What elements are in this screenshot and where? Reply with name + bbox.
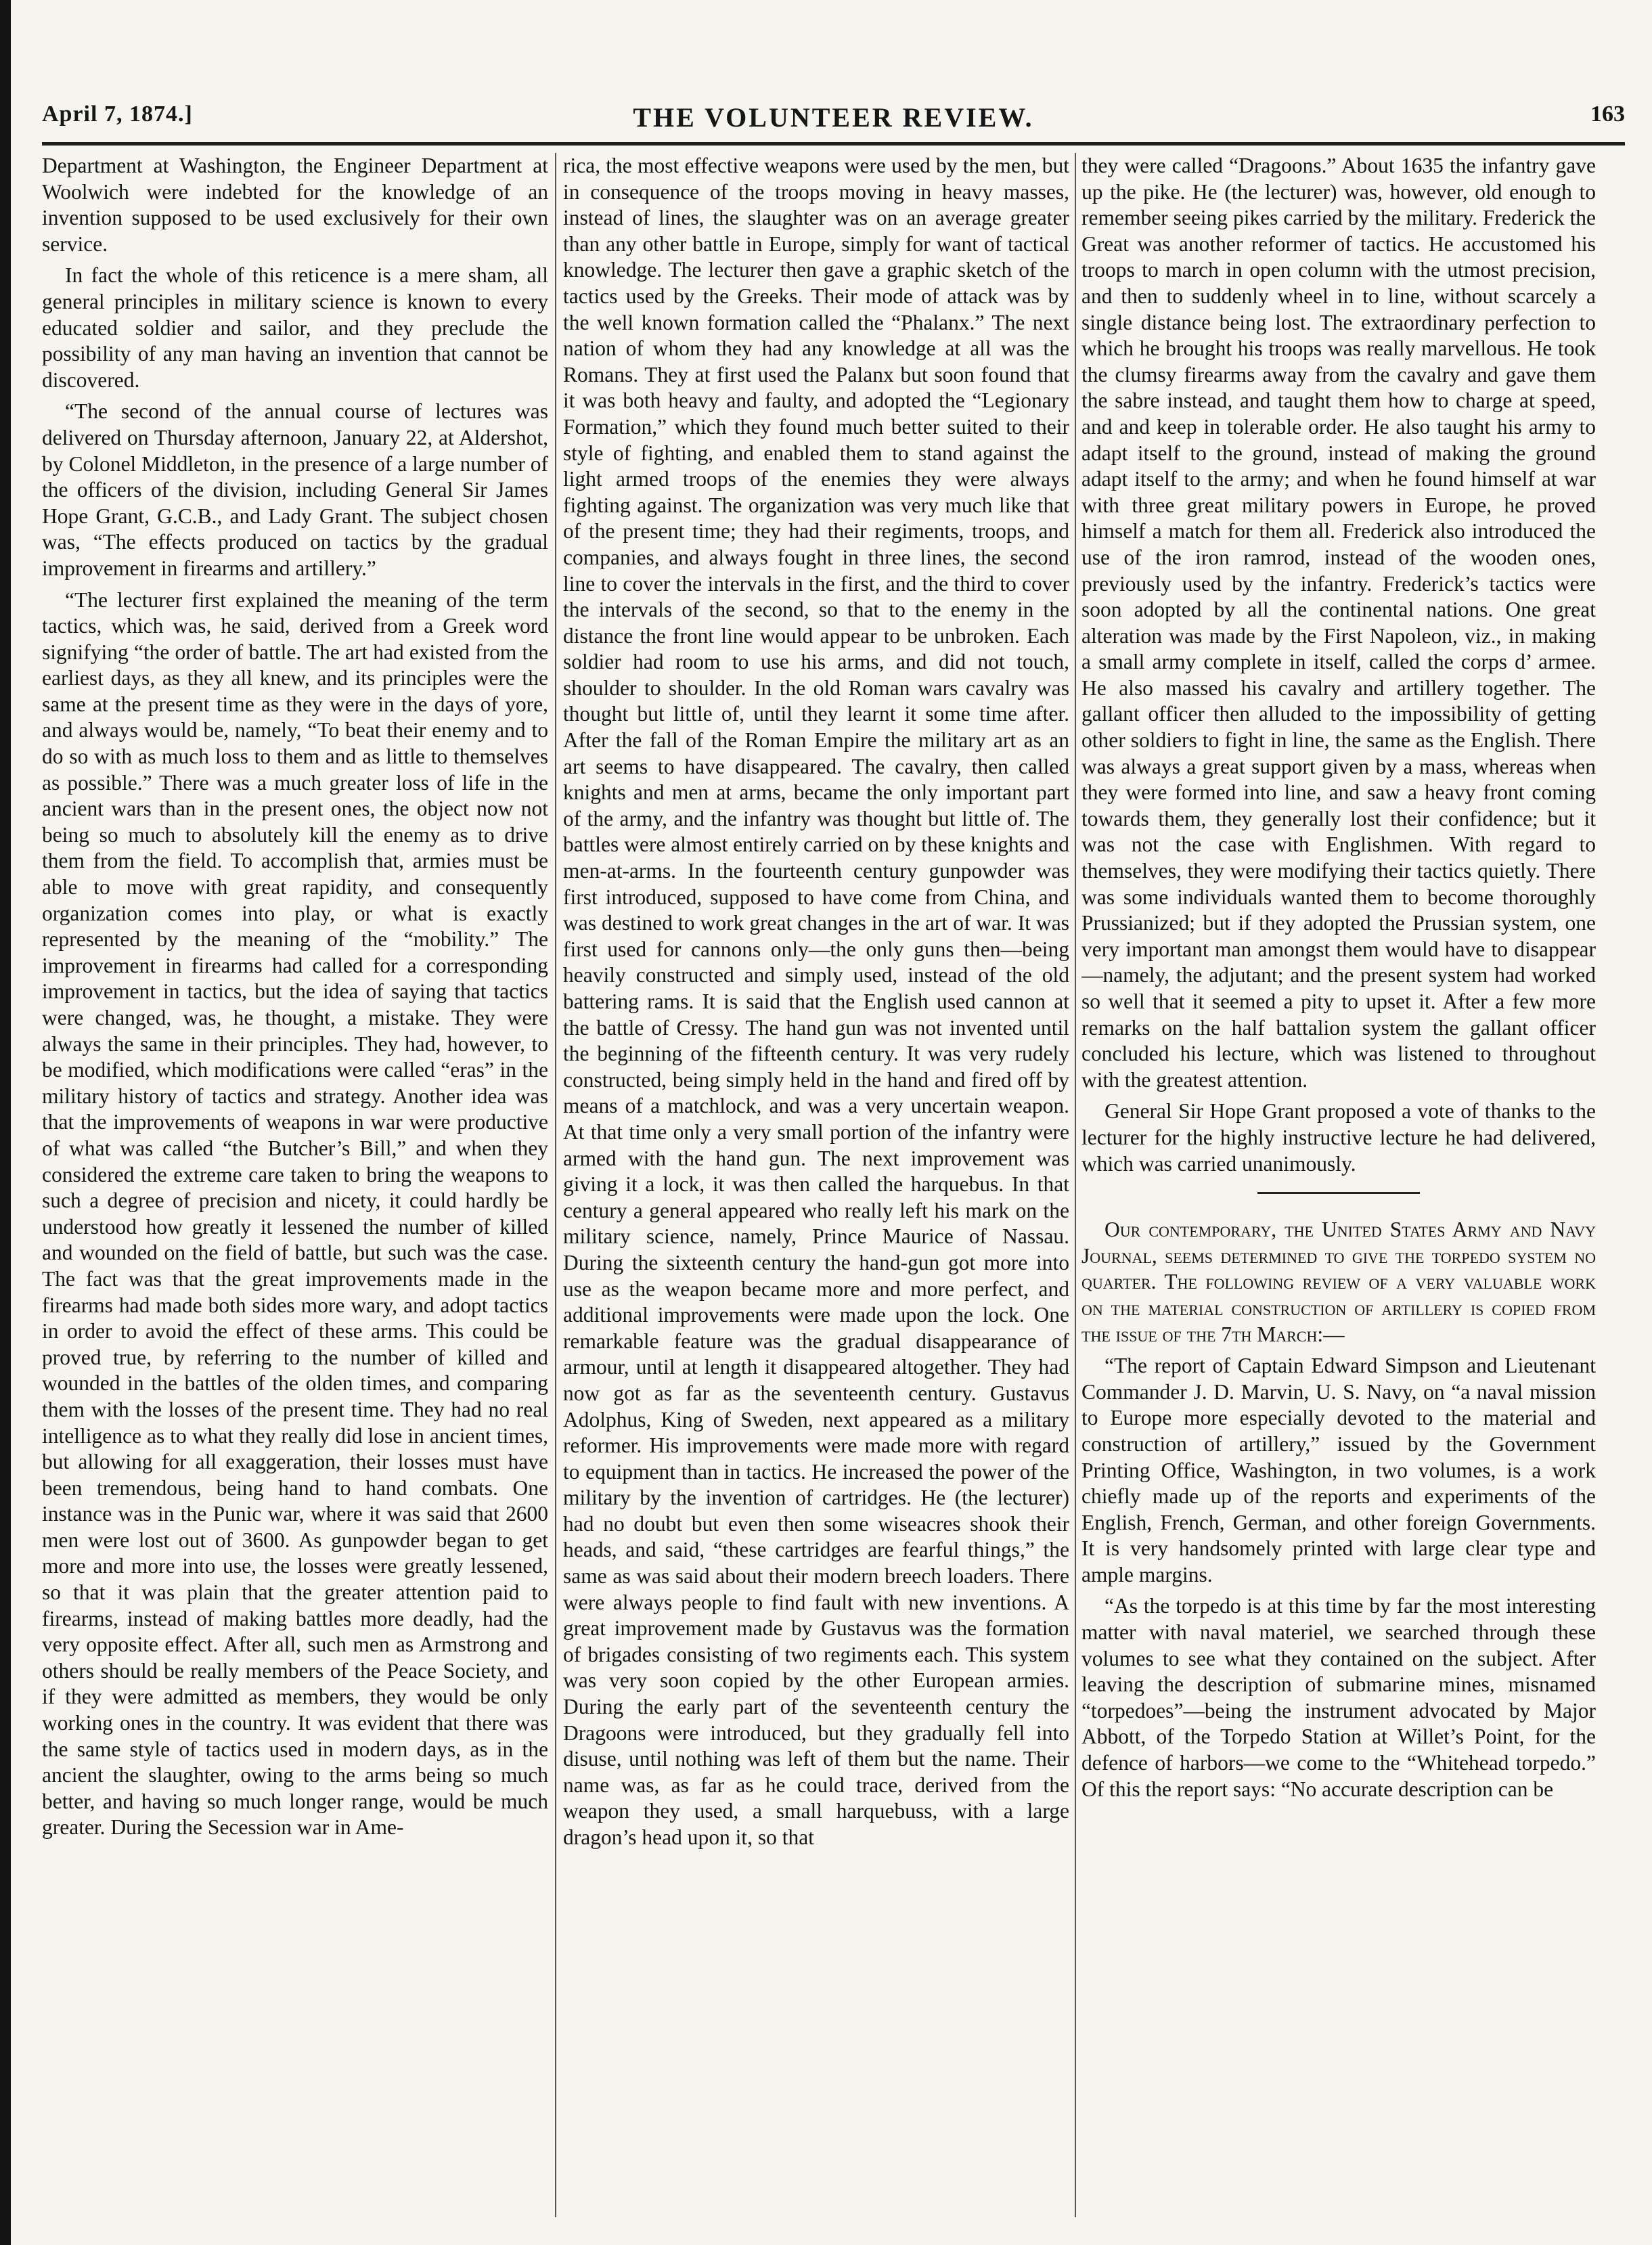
paragraph: In fact the whole of this reticence is a mere sham, all general principles in military science is known to every educated soldier and sailor, and they preclude the possibility of any man having an invention that cannot be discovered. — [42, 263, 548, 392]
header-rule — [42, 142, 1625, 146]
page-header — [42, 102, 1625, 142]
column-divider — [555, 153, 556, 2217]
paragraph: General Sir Hope Grant proposed a vote of thanks to the lecturer for the highly instructive lecture he had delivered, which was carried unanimously. — [1081, 1099, 1596, 1176]
page-edge-shadow — [0, 0, 11, 2245]
paragraph: “The lecturer first explained the meaning of the term tactics, which was, he said, derived from a Greek word signifying “the order of battle. The art had existed from the earliest days, as they all knew, and its principles were the same at the present time as they were in the days of yore, and always would be, namely, “To beat their enemy and to do so with as much loss to them and as little to themselves as possible.” There was a much greater loss of life in the ancient wars than in the present ones, the object now not being so much to absolutely kill the enemy as to drive them from the field. To accomplish that, armies must be able to move with great rapidity, and consequently organization comes into play, or what is exactly represented by the meaning of the “mobility.” The improvement in firearms had called for a corresponding improvement in tactics, but the idea of saying that tactics were changed, was, he thought, a mistake. They were always the same in their principles. They had, however, to be modified, which modifications were called “eras” in the military history of tactics and strategy. Another idea was that the improvements of weapons in war were productive of what was called “the Butcher’s Bill,” and when they considered the extreme care taken to bring the weapons to such a degree of precision and nicety, it could hardly be understood how greatly it lessened the number of killed and wounded on the field of battle, but such was the case. The fact was that the great improvements made in the firearms had made both sides more wary, and adopt tactics in order to avoid the effect of these arms. This could be proved true, by referring to the number of killed and wounded in the battles of the olden times, and comparing them with the losses of the present time. They had no real intelligence as to what they really did lose in ancient times, but allowing for all exaggeration, their losses must have been tremendous, being hand to hand combats. One instance was in the Punic war, where it was said that 2600 men were lost out of 3600. As gunpowder began to get more and more into use, the losses were greatly lessened, so that it was plain that the greater attention paid to firearms, instead of making battles more deadly, had the very opposite effect. After all, such men as Armstrong and others should be really members of the Peace Society, and if they were admitted as members, they would be only working ones in the country. It was evident that there was the same style of tactics used in modern days, as in the ancient the slaughter, owing to the arms being so much better, and having so much longer range, would be much greater. During the Secession war in Ame- — [42, 587, 548, 1840]
paragraph: they were called “Dragoons.” About 1635 the infantry gave up the pike. He (the lecturer) was, however, old enough to remember seeing pikes carried by the military. Frederick the Great was another reformer of tactics. He accustomed his troops to march in open column with the utmost precision, and then to suddenly wheel in to line, without scarcely a single distance being lost. The extraordinary perfection to which he brought his troops was really marvellous. He took the clumsy firearms away from the cavalry and gave them the sabre instead, and taught them how to charge at speed, and and keep in tolerable order. He also taught his army to adapt itself to the ground, instead of making the ground adapt itself to the army; and when he found himself at war with three great military powers in Europe, he proved himself a match for them all. Frederick also introduced the use of the iron ramrod, instead of the wooden ones, previously used by the infantry. Frederick’s tactics were soon adopted by all the continental nations. One great alteration was made by the First Napoleon, viz., in making a small army complete in itself, called the corps d’ armee. He also massed his cavalry and artillery together. The gallant officer then alluded to the impossibility of getting other soldiers to fight in line, the same as the English. There was always a great support given by a mass, whereas when they were formed into line, and saw a heavy front coming towards them, they generally lost their confidence; but it was not the case with Englishmen. With regard to themselves, they were modifying their tactics quietly. There was some individuals wanted them to become thoroughly Prussianized; but if they adopted the Prussian system, one very important man amongst them would have to disappear—namely, the adjutant; and the present system had worked so well that it seemed a pity to upset it. After a few more remarks on the half battalion system the gallant officer concluded his lecture, which was listened to throughout with the greatest attention. — [1081, 154, 1596, 1092]
paragraph: “As the torpedo is at this time by far the most interesting matter with naval materiel, we searched through these volumes to see what they contained on the subject. After leaving the description of submarine mines, misnamed “torpedoes”—being the instrument advocated by Major Abbott, of the Torpedo Station at Willet’s Point, for the defence of harbors—we come to the “Whitehead torpedo.” Of this the report says: “No accurate description can be — [1081, 1594, 1596, 1801]
paragraph: “The second of the annual course of lectures was delivered on Thursday afternoon, January 22, at Aldershot, by Colonel Middleton, in the presence of a large number of the officers of the division, including General Sir James Hope Grant, G.C.B., and Lady Grant. The subject chosen was, “The effects produced on tactics by the gradual improvement in firearms and artillery.” — [42, 399, 548, 580]
column-1 — [42, 153, 548, 2217]
paragraph: Our contemporary, the United States Army and Navy Journal, seems determined to give the torpedo system no quarter. The following review of a very valuable work on the material construction of artillery is copied from the issue of the 7th March:— — [1081, 1218, 1596, 1346]
column-2 — [563, 153, 1069, 2217]
header-page-number: 163 — [1590, 102, 1625, 127]
paragraph: Department at Washington, the Engineer Department at Woolwich were indebted for the knowledge of an invention supposed to be used exclusively for their own service. — [42, 154, 548, 256]
column-divider — [1075, 153, 1076, 2217]
column-3 — [1081, 153, 1596, 2217]
header-title: THE VOLUNTEER REVIEW. — [633, 102, 1034, 133]
paragraph: “The report of Captain Edward Simpson and Lieutenant Commander J. D. Marvin, U. S. Navy, on “a naval mission to Europe more especially devoted to the material and construction of artillery,” issued by the Government Printing Office, Washington, in two volumes, is a work chiefly made up of the reports and experiments of the English, French, German, and other foreign Governments. It is very handsomely printed with large clear type and ample margins. — [1081, 1354, 1596, 1586]
paragraph: rica, the most effective weapons were used by the men, but in consequence of the troops moving in heavy masses, instead of lines, the slaughter was on an average greater than any other battle in Europe, simply for want of tactical knowledge. The lecturer then gave a graphic sketch of the tactics used by the Greeks. Their mode of attack was by the well known formation called the “Phalanx.” The next nation of whom they had any knowledge at all was the Romans. They at first used the Palanx but soon found that it was both heavy and faulty, and adopted the “Legionary Formation,” which they found much better suited to their style of fighting, and enabled them to stand against the light armed troops of the enemies they were always fighting against. The organization was very much like that of the present time; they had their regiments, troops, and companies, and always fought in three lines, the second line to cover the intervals in the first, and the third to cover the intervals of the second, so that to the enemy in the distance the front line would appear to be unbroken. Each soldier had room to use his arms, and did not touch, shoulder to shoulder. In the old Roman wars cavalry was thought but little of, until they learnt it some time after. After the fall of the Roman Empire the military art as an art seems to have disappeared. The cavalry, then called knights and men at arms, became the only important part of the army, and the infantry was thought but little of. The battles were almost entirely carried on by these knights and men-at-arms. In the fourteenth century gunpowder was first introduced, supposed to have come from China, and was destined to work great changes in the art of war. It was first used for cannons only—the only guns then—being heavily constructed and simply used, instead of the old battering rams. It is said that the English used cannon at the battle of Cressy. The hand gun was not invented until the beginning of the fifteenth century. It was very rudely constructed, being simply held in the hand and fired off by means of a matchlock, and was a very uncertain weapon. At that time only a very small portion of the infantry were armed with the hand gun. The next improvement was giving it a lock, it was then called the harquebus. In that century a general appeared who really left his mark on the military science, namely, Prince Maurice of Nassau. During the sixteenth century the hand-gun got more into use as the weapon became more and more perfect, and additional improvements were made upon the lock. One remarkable feature was the gradual disappearance of armour, until at length it disappeared altogether. They had now got as far as the seventeenth century. Gustavus Adolphus, King of Sweden, next appeared as a military reformer. His improvements were made more with regard to equipment than in tactics. He increased the power of the military by the invention of cartridges. He (the lecturer) had no doubt but even then some wiseacres shook their heads, and said, “these cartridges are fearful things,” the same as was said about their modern breech loaders. There were always people to find fault with new inventions. A great improvement made by Gustavus was the formation of brigades consisting of two regiments each. This system was very soon copied by the other European armies. During the early part of the seventeenth century the Dragoons were introduced, but they gradually fell into disuse, until nothing was left of them but the name. Their name was, as far as he could trace, derived from the weapon they used, a small harquebuss, with a large dragon’s head upon it, so that — [563, 154, 1069, 1849]
header-date: April 7, 1874.] — [42, 102, 193, 127]
article-separator — [1257, 1192, 1420, 1194]
